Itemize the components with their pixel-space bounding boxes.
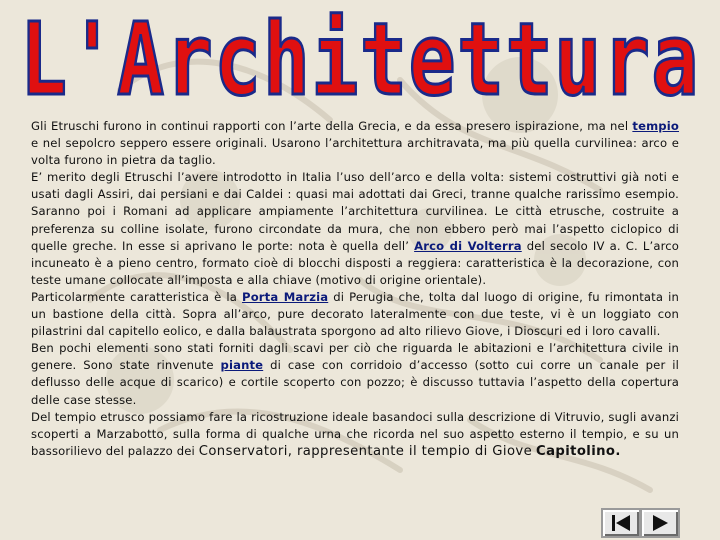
next-slide-icon bbox=[642, 510, 678, 536]
paragraph-text: Ben pochi elementi sono stati forniti dagli scavi per ciò che riguarda le abitazioni e l’architettura civile in genere. Sono state rinvenute bbox=[31, 341, 679, 373]
paragraph-text-large: Conservatori, rappresentante il tempio di Giove bbox=[198, 443, 533, 459]
link-arco-di-volterra[interactable]: Arco di Volterra bbox=[414, 238, 522, 253]
paragraph-tempio bbox=[31, 118, 679, 169]
paragraph-text: Del tempio etrusco possiamo fare la ricostruzione ideale basandoci sulla descrizione di Vitruvio, sugli avanzi scoperti a Marzabotto, sulla forma di qualche urna che ricorda nel suo aspetto esterno il tempio, e su un bassorilievo del palazzo dei bbox=[31, 409, 679, 458]
first-slide-icon bbox=[603, 510, 639, 536]
paragraph-arco bbox=[31, 169, 679, 289]
slide-title-text: L'Architettura bbox=[20, 6, 700, 116]
paragraph-tempio-etrusco bbox=[31, 409, 679, 460]
paragraph-abitazioni bbox=[31, 340, 679, 408]
paragraph-text: di Perugia che, tolta dal luogo di origine, fu rimontata in un bastione della città. Sopra all’arco, pure decorato lateralmente con due teste, vi è un loggiato con pilastrini dal capitello eolico, e dalla balaustrata sporgono ad alto rilievo Giove, i Dioscuri ed i loro cavalli. bbox=[31, 289, 679, 339]
slide-title bbox=[0, 6, 720, 116]
link-piante[interactable]: piante bbox=[220, 358, 264, 373]
paragraph-text: Gli Etruschi furono in continui rapporti con l’arte della Grecia, e da essa presero ispirazione, ma nel bbox=[31, 119, 633, 133]
first-slide-button[interactable] bbox=[601, 508, 641, 538]
paragraph-text: E’ merito degli Etruschi l’avere introdotto in Italia l’uso dell’arco e della volta: sistemi costruttivi già noti e usati dagli Assiri, dai persiani e dai Caldei : quasi mai adottati dai Greci, tranne qualche rarissimo esempio. Saranno poi i Romani ad applicare ampiamente l’architettura curvilinea. Le città etrusche, costruite a preferenza su colline isolate, furono circondate da mura, che non ebbero però mai l’aspetto ciclopico di quelle greche. In esse si aprivano le porte: nota è quella dell’ bbox=[31, 170, 679, 253]
link-tempio[interactable]: tempio bbox=[632, 119, 679, 133]
paragraph-text: del secolo IV a. C. L’arco incuneato è a pieno centro, formato cioè di blocchi disposti a reggiera: caratteristica è la decorazione, con teste umane collocate all’imposta e alla chiave (motivo di origine orientale). bbox=[31, 238, 679, 287]
paragraph-text: Particolarmente caratteristica è la bbox=[31, 289, 243, 304]
paragraph-text: e nel sepolcro seppero essere originali. Usarono l’architettura architravata, ma più quella curvilinea: arco e volta furono in pietra da taglio. bbox=[31, 136, 679, 168]
slide-body-text bbox=[31, 118, 679, 460]
paragraph-text-bold: Capitolino. bbox=[535, 443, 621, 459]
next-slide-button[interactable] bbox=[640, 508, 680, 538]
paragraph-porta-marzia bbox=[31, 289, 679, 340]
paragraph-text: di case con corridoio d’accesso (sotto cui corre un canale per il deflusso delle acque di scarico) e cortile scoperto con pozzo; è discusso tuttavia l’aspetto della copertura delle case stesse. bbox=[31, 358, 679, 407]
link-porta-marzia[interactable]: Porta Marzia bbox=[242, 289, 329, 304]
